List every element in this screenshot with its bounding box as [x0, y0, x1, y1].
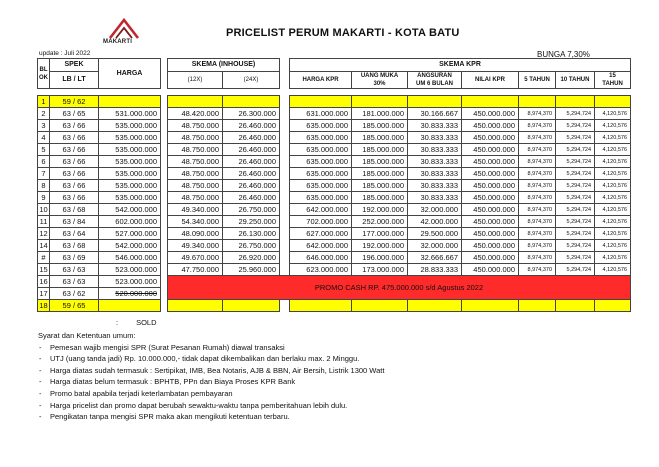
logo-text: MAKARTI: [103, 39, 133, 45]
spek-cell: 63 / 62: [50, 288, 99, 300]
uang-muka-cell: 185.000.000: [352, 192, 408, 204]
angsuran-cell: 42.000.000: [408, 216, 462, 228]
uang-muka-cell: 192.000.000: [352, 204, 408, 216]
tenor-15-cell: 4,120,576: [595, 132, 631, 144]
spek-cell: 63 / 68: [50, 204, 99, 216]
tenor-15-cell: 4,120,576: [595, 180, 631, 192]
table-row: [38, 168, 631, 180]
tenor-10-cell: 5,294,724: [556, 180, 595, 192]
inhouse-24x-cell: 26.460.000: [223, 156, 280, 168]
tenor-15-cell: 4,120,576: [595, 120, 631, 132]
inhouse-24x-cell: 26.460.000: [223, 120, 280, 132]
angsuran-cell: 30.833.333: [408, 120, 462, 132]
table-row: [38, 228, 631, 240]
spek-cell: 63 / 66: [50, 168, 99, 180]
tenor-15-cell: [595, 300, 631, 312]
tenor-5-cell: 8,974,370: [519, 132, 556, 144]
angsuran-cell: 30.833.333: [408, 168, 462, 180]
terms-item: - Harga diatas belum termasuk : BPHTB, PPn dan Biaya Proses KPR Bank: [38, 376, 384, 388]
harga-cell: 542.000.000: [99, 204, 161, 216]
harga-cell: 520.000.000: [99, 288, 161, 300]
table-row: [38, 204, 631, 216]
nilai-kpr-cell: 450.000.000: [462, 216, 519, 228]
inhouse-12x-cell: 49.340.000: [168, 240, 223, 252]
table-row: [38, 132, 631, 144]
update-date: update : Juli 2022: [39, 50, 91, 57]
harga-cell: 531.000.000: [99, 108, 161, 120]
spek-cell: 63 / 64: [50, 228, 99, 240]
harga-kpr-cell: 627.000.000: [290, 228, 352, 240]
blok-cell: 8: [38, 180, 50, 192]
inhouse-12x-cell: 48.750.000: [168, 144, 223, 156]
inhouse-12x-cell: 48.750.000: [168, 168, 223, 180]
table-row: [38, 120, 631, 132]
harga-cell: 546.000.000: [99, 252, 161, 264]
uang-muka-cell: 185.000.000: [352, 180, 408, 192]
blok-cell: 7: [38, 168, 50, 180]
angsuran-cell: [408, 300, 462, 312]
inhouse-12x-cell: 54.340.000: [168, 216, 223, 228]
interest-rate: BUNGA 7,30%: [537, 50, 590, 59]
spek-cell: 63 / 66: [50, 132, 99, 144]
inhouse-12x-cell: 48.750.000: [168, 132, 223, 144]
tenor-5-cell: 8,974,370: [519, 204, 556, 216]
angsuran-cell: 30.833.333: [408, 180, 462, 192]
blok-cell: 3: [38, 120, 50, 132]
tenor-5-cell: 8,974,370: [519, 252, 556, 264]
tenor-10-cell: 5,294,724: [556, 216, 595, 228]
spek-cell: 63 / 66: [50, 120, 99, 132]
harga-kpr-cell: 702.000.000: [290, 216, 352, 228]
terms-title: Syarat dan Ketentuan umum:: [38, 331, 136, 340]
nilai-kpr-cell: 450.000.000: [462, 108, 519, 120]
terms-item: - Pemesan wajib mengisi SPR (Surat Pesanan Rumah) diawal transaksi: [38, 342, 384, 354]
harga-kpr-cell: 623.000.000: [290, 264, 352, 276]
harga-cell: 527.000.000: [99, 228, 161, 240]
uang-muka-cell: 185.000.000: [352, 156, 408, 168]
tenor-15-cell: 4,120,576: [595, 264, 631, 276]
uang-muka-cell: 196.000.000: [352, 252, 408, 264]
tenor-5-cell: 8,974,370: [519, 240, 556, 252]
header-lblt: LB / LT: [50, 72, 99, 89]
harga-kpr-cell: 642.000.000: [290, 240, 352, 252]
harga-kpr-cell: [290, 300, 352, 312]
uang-muka-cell: 185.000.000: [352, 120, 408, 132]
inhouse-24x-cell: 26.130.000: [223, 228, 280, 240]
harga-cell: 523.000.000: [99, 276, 161, 288]
harga-cell: 535.000.000: [99, 144, 161, 156]
terms-item: - Harga pricelist dan promo dapat berubah sewaktu-waktu tanpa pemberitahuan lebih dulu.: [38, 400, 384, 412]
tenor-5-cell: 8,974,370: [519, 180, 556, 192]
angsuran-cell: [408, 96, 462, 108]
page-title: PRICELIST PERUM MAKARTI - KOTA BATU: [226, 27, 460, 39]
spek-cell: 63 / 69: [50, 252, 99, 264]
blok-cell: 11: [38, 216, 50, 228]
header-uang-muka: UANG MUKA 30%: [352, 72, 408, 89]
tenor-5-cell: 8,974,370: [519, 228, 556, 240]
inhouse-12x-cell: 48.750.000: [168, 192, 223, 204]
tenor-10-cell: 5,294,724: [556, 264, 595, 276]
promo-banner: PROMO CASH RP. 475.000.000 s/d Agustus 2022: [168, 276, 631, 300]
header-in24: (24X): [223, 72, 280, 89]
angsuran-cell: 30.833.333: [408, 156, 462, 168]
tenor-10-cell: 5,294,724: [556, 252, 595, 264]
harga-cell: 602.000.000: [99, 216, 161, 228]
spek-cell: 59 / 62: [50, 96, 99, 108]
tenor-5-cell: 8,974,370: [519, 108, 556, 120]
uang-muka-cell: 177.000.000: [352, 228, 408, 240]
tenor-10-cell: 5,294,724: [556, 192, 595, 204]
blok-cell: 12: [39, 228, 48, 238]
blok-cell: 4: [38, 132, 50, 144]
pricelist-table: [37, 58, 631, 312]
tenor-15-cell: 4,120,576: [595, 156, 631, 168]
uang-muka-cell: 173.000.000: [352, 264, 408, 276]
header-in12: (12X): [168, 72, 223, 89]
tenor-10-cell: [556, 96, 595, 108]
harga-kpr-cell: 646.000.000: [290, 252, 352, 264]
table-row: [38, 252, 631, 264]
angsuran-cell: 30.833.333: [408, 192, 462, 204]
tenor-5-cell: 8,974,370: [519, 264, 556, 276]
tenor-15-cell: 4,120,576: [595, 144, 631, 156]
nilai-kpr-cell: 450.000.000: [462, 252, 519, 264]
tenor-15-cell: 4,120,576: [595, 252, 631, 264]
nilai-kpr-cell: 450.000.000: [462, 168, 519, 180]
tenor-15-cell: 4,120,576: [595, 108, 631, 120]
harga-kpr-cell: 635.000.000: [290, 180, 352, 192]
blok-cell: 5: [38, 144, 50, 156]
tenor-5-cell: [519, 96, 556, 108]
tenor-10-cell: [556, 300, 595, 312]
nilai-kpr-cell: 450.000.000: [462, 180, 519, 192]
angsuran-cell: 30.833.333: [408, 144, 462, 156]
header-nilai-kpr: NILAI KPR: [462, 72, 519, 89]
angsuran-cell: 28.833.333: [408, 264, 462, 276]
blok-cell: 14: [39, 240, 48, 250]
inhouse-12x-cell: 49.670.000: [168, 252, 223, 264]
harga-cell: 523.000.000: [99, 264, 161, 276]
tenor-5-cell: 8,974,370: [519, 168, 556, 180]
tenor-15-cell: 4,120,576: [595, 204, 631, 216]
spek-cell: 63 / 65: [50, 108, 99, 120]
tenor-10-cell: 5,294,724: [556, 156, 595, 168]
inhouse-12x-cell: 47.750.000: [168, 264, 223, 276]
inhouse-24x-cell: 26.460.000: [223, 168, 280, 180]
terms-item: - Pengikatan tanpa mengisi SPR maka akan mengikuti ketentuan terbaru.: [38, 411, 384, 423]
inhouse-24x-cell: 29.250.000: [223, 216, 280, 228]
table-row: [38, 240, 631, 252]
harga-kpr-cell: [290, 96, 352, 108]
angsuran-cell: 32.000.000: [408, 240, 462, 252]
inhouse-12x-cell: [168, 96, 223, 108]
tenor-15-cell: 4,120,576: [595, 240, 631, 252]
header-angsuran: ANGSURAN UM 6 BULAN: [408, 72, 462, 89]
harga-cell: [99, 300, 161, 312]
tenor-10-cell: 5,294,724: [556, 132, 595, 144]
harga-cell: 535.000.000: [99, 180, 161, 192]
tenor-10-cell: 5,294,724: [556, 144, 595, 156]
harga-kpr-cell: 631.000.000: [290, 108, 352, 120]
inhouse-12x-cell: [168, 300, 223, 312]
harga-cell: 542.000.000: [99, 240, 161, 252]
header-kpr: SKEMA KPR: [290, 59, 631, 72]
harga-kpr-cell: 635.000.000: [290, 120, 352, 132]
table-row: [38, 264, 631, 276]
nilai-kpr-cell: 450.000.000: [462, 240, 519, 252]
table-row: [38, 156, 631, 168]
promo-row: [38, 276, 631, 288]
header-15-tahun: 15 TAHUN: [595, 72, 631, 89]
tenor-5-cell: 8,974,370: [519, 144, 556, 156]
spek-cell: 63 / 66: [50, 192, 99, 204]
blok-cell: 6: [38, 156, 50, 168]
angsuran-cell: 30.833.333: [408, 132, 462, 144]
tenor-10-cell: 5,294,724: [556, 204, 595, 216]
uang-muka-cell: 181.000.000: [352, 108, 408, 120]
harga-cell: [99, 96, 161, 108]
inhouse-24x-cell: 26.750.000: [223, 204, 280, 216]
tenor-10-cell: 5,294,724: [556, 108, 595, 120]
header-10-tahun: 10 TAHUN: [556, 72, 595, 89]
blok-cell: 18: [39, 300, 48, 310]
header-spek: SPEK: [50, 59, 99, 72]
tenor-15-cell: 4,120,576: [595, 168, 631, 180]
blok-cell: 17: [39, 288, 48, 298]
harga-kpr-cell: 635.000.000: [290, 168, 352, 180]
header-blok: BL OK: [38, 59, 50, 89]
tenor-15-cell: 4,120,576: [595, 192, 631, 204]
terms-item: - Harga diatas sudah termasuk : Sertipikat, IMB, Bea Notaris, AJB & BBN, Air Bersih, Listrik 1300 Watt: [38, 365, 384, 377]
tenor-15-cell: [595, 96, 631, 108]
table-row: [38, 300, 631, 312]
tenor-10-cell: 5,294,724: [556, 240, 595, 252]
header-5-tahun: 5 TAHUN: [519, 72, 556, 89]
harga-cell: 535.000.000: [99, 156, 161, 168]
inhouse-24x-cell: [223, 300, 280, 312]
nilai-kpr-cell: 450.000.000: [462, 192, 519, 204]
terms-item: - UTJ (uang tanda jadi) Rp. 10.000.000,- tidak dapat dikembalikan dan berlaku max. 2 Minggu.: [38, 353, 384, 365]
tenor-5-cell: 8,974,370: [519, 216, 556, 228]
table-row: [38, 216, 631, 228]
inhouse-12x-cell: 49.340.000: [168, 204, 223, 216]
harga-kpr-cell: 635.000.000: [290, 132, 352, 144]
nilai-kpr-cell: 450.000.000: [462, 228, 519, 240]
blok-cell: 2: [38, 108, 50, 120]
blok-cell: #: [38, 252, 50, 264]
header-inhouse: SKEMA (INHOUSE): [168, 59, 280, 72]
header-harga: HARGA: [99, 59, 161, 89]
terms-section: [38, 330, 384, 423]
angsuran-cell: 30.166.667: [408, 108, 462, 120]
table-row: [38, 180, 631, 192]
nilai-kpr-cell: 450.000.000: [462, 132, 519, 144]
angsuran-cell: 32.666.667: [408, 252, 462, 264]
inhouse-12x-cell: 48.750.000: [168, 156, 223, 168]
spek-cell: 63 / 66: [50, 156, 99, 168]
table-row: [38, 108, 631, 120]
inhouse-24x-cell: 26.460.000: [223, 144, 280, 156]
inhouse-24x-cell: 26.460.000: [223, 180, 280, 192]
inhouse-12x-cell: 48.090.000: [168, 228, 223, 240]
tenor-10-cell: 5,294,724: [556, 228, 595, 240]
nilai-kpr-cell: 450.000.000: [462, 264, 519, 276]
blok-cell: 9: [38, 192, 50, 204]
inhouse-24x-cell: 26.750.000: [223, 240, 280, 252]
spek-cell: 63 / 66: [50, 180, 99, 192]
sold-legend: : SOLD: [116, 318, 157, 327]
nilai-kpr-cell: [462, 300, 519, 312]
harga-kpr-cell: 635.000.000: [290, 156, 352, 168]
harga-cell: 535.000.000: [99, 120, 161, 132]
inhouse-12x-cell: 48.750.000: [168, 180, 223, 192]
nilai-kpr-cell: 450.000.000: [462, 144, 519, 156]
uang-muka-cell: 252.000.000: [352, 216, 408, 228]
harga-cell: 535.000.000: [99, 132, 161, 144]
uang-muka-cell: 185.000.000: [352, 132, 408, 144]
tenor-5-cell: 8,974,370: [519, 156, 556, 168]
nilai-kpr-cell: 450.000.000: [462, 120, 519, 132]
header-harga-kpr: HARGA KPR: [290, 72, 352, 89]
uang-muka-cell: 185.000.000: [352, 144, 408, 156]
uang-muka-cell: 192.000.000: [352, 240, 408, 252]
blok-cell: 16: [39, 276, 48, 286]
inhouse-12x-cell: 48.750.000: [168, 120, 223, 132]
tenor-15-cell: 4,120,576: [595, 228, 631, 240]
spek-cell: 63 / 66: [50, 144, 99, 156]
spek-cell: 63 / 63: [50, 276, 99, 288]
table-row: [38, 96, 631, 108]
harga-cell: 535.000.000: [99, 192, 161, 204]
blok-cell: 1: [38, 96, 50, 108]
inhouse-24x-cell: 26.460.000: [223, 132, 280, 144]
spek-cell: 59 / 65: [50, 300, 99, 312]
tenor-10-cell: 5,294,724: [556, 120, 595, 132]
inhouse-24x-cell: 25.960.000: [223, 264, 280, 276]
tenor-5-cell: 8,974,370: [519, 120, 556, 132]
tenor-5-cell: [519, 300, 556, 312]
blok-cell: 10: [39, 204, 48, 214]
blok-cell: 15: [39, 264, 48, 274]
inhouse-24x-cell: 26.460.000: [223, 192, 280, 204]
spek-cell: 63 / 84: [50, 216, 99, 228]
terms-list: [38, 342, 384, 423]
inhouse-24x-cell: 26.920.000: [223, 252, 280, 264]
inhouse-24x-cell: [223, 96, 280, 108]
spek-cell: 63 / 68: [50, 240, 99, 252]
angsuran-cell: 32.000.000: [408, 204, 462, 216]
terms-item: - Promo batal apabila terjadi keterlambatan pembayaran: [38, 388, 384, 400]
harga-kpr-cell: 642.000.000: [290, 204, 352, 216]
uang-muka-cell: [352, 300, 408, 312]
inhouse-12x-cell: 48.420.000: [168, 108, 223, 120]
table-row: [38, 144, 631, 156]
harga-kpr-cell: 635.000.000: [290, 192, 352, 204]
table-row: [38, 192, 631, 204]
tenor-15-cell: 4,120,576: [595, 216, 631, 228]
uang-muka-cell: [352, 96, 408, 108]
uang-muka-cell: 185.000.000: [352, 168, 408, 180]
harga-kpr-cell: 635.000.000: [290, 144, 352, 156]
spek-cell: 63 / 63: [50, 264, 99, 276]
tenor-5-cell: 8,974,370: [519, 192, 556, 204]
inhouse-24x-cell: 26.300.000: [223, 108, 280, 120]
harga-cell: 535.000.000: [99, 168, 161, 180]
nilai-kpr-cell: [462, 96, 519, 108]
nilai-kpr-cell: 450.000.000: [462, 204, 519, 216]
nilai-kpr-cell: 450.000.000: [462, 156, 519, 168]
angsuran-cell: 29.500.000: [408, 228, 462, 240]
tenor-10-cell: 5,294,724: [556, 168, 595, 180]
